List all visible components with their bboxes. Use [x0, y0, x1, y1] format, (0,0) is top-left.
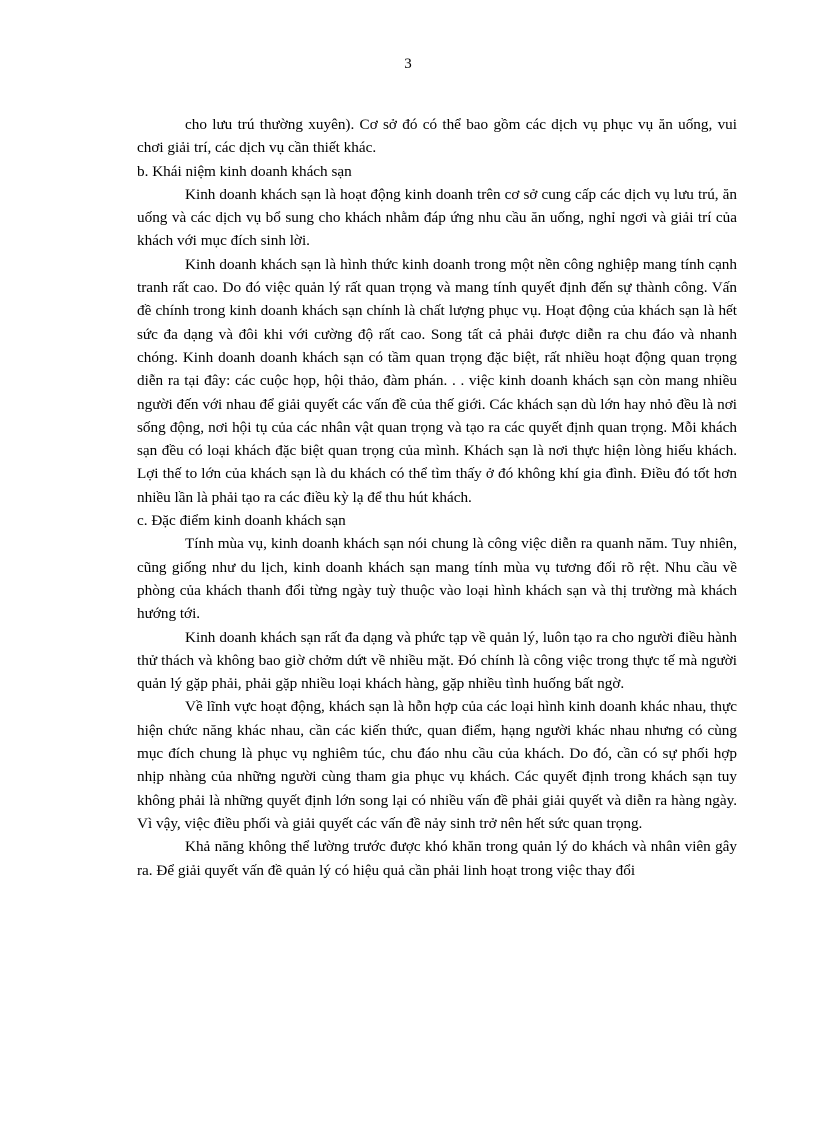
paragraph: Khả năng không thể lường trước được khó khăn trong quản lý do khách và nhân viên gây ra. Để giải quyết vấn đề quản lý có hiệu quả cần phải linh hoạt trong việc thay đổi: [137, 838, 737, 879]
paragraph: Kinh doanh khách sạn là hình thức kinh doanh trong một nền công nghiệp mang tính cạnh tranh rất cao. Do đó việc quản lý rất quan trọng và mang tính quyết định đến sự thành công. Vấn đề chính trong kinh doanh khách sạn chính là chất lượng phục vụ. Hoạt động của khách sạn là hết sức đa dạng và đôi khi với cường độ rất cao. Song tất cả phải được diễn ra chu đáo và nhanh chóng. Kinh doanh doanh khách sạn có tầm quan trọng đặc biệt, rất nhiều hoạt động quan trọng diễn ra tại đây: các cuộc họp, hội thảo, đàm phán. . . việc kinh doanh khách sạn còn mang nhiều người đến với nhau để giải quyết các vấn đề của thế giới. Các khách sạn dù lớn hay nhỏ đều là nơi sống động, nơi hội tụ của các nhân vật quan trọng và tạo ra các quyết định quan trọng. Mỗi khách sạn đều có loại khách đặc biệt quan trọng của mình. Khách sạn là nơi thực hiện lòng hiếu khách. Lợi thế to lớn của khách sạn là du khách có thể tìm thấy ở đó không khí gia đình. Điều đó tốt hơn nhiều lần là phải tạo ra các điều kỳ lạ để thu hút khách.: [137, 255, 737, 506]
paragraph: Kinh doanh khách sạn rất đa dạng và phức tạp về quản lý, luôn tạo ra cho người điều hành thử thách và không bao giờ chởm dứt về nhiều mặt. Đó chính là công việc trong thực tế mà người quản lý gặp phải, phải gặp nhiều loại khách hàng, gặp nhiều tình huống bất ngờ.: [137, 628, 737, 693]
paragraph: Kinh doanh khách sạn là hoạt động kinh doanh trên cơ sở cung cấp các dịch vụ lưu trú, ăn uống và các dịch vụ bổ sung cho khách nhằm đáp ứng nhu cầu ăn uống, nghỉ ngơi và giải trí của khách với mục đích sinh lời.: [137, 185, 737, 250]
section-heading: c. Đặc điểm kinh doanh khách sạn: [137, 512, 346, 530]
document-body: [137, 113, 737, 882]
paragraph: Về lĩnh vực hoạt động, khách sạn là hỗn hợp của các loại hình kinh doanh khác nhau, thực hiện chức năng khác nhau, cần các kiến thức, quan điểm, hạng người khác nhau nhưng có cùng mục đích chung là phục vụ nghiêm túc, chu đáo nhu cầu của khách. Do đó, cần có sự phối hợp nhịp nhàng của những người cùng tham gia phục vụ khách. Các quyết định trong khách sạn tuy không phải là những quyết định lớn song lại có nhiều vấn đề phải giải quyết và diễn ra hàng ngày. Vì vậy, việc điều phối và giải quyết các vấn đề nảy sinh trở nên hết sức quan trọng.: [137, 698, 737, 832]
page-number: 3: [404, 56, 412, 72]
paragraph: Tính mùa vụ, kinh doanh khách sạn nói chung là công việc diễn ra quanh năm. Tuy nhiên, cũng giống như du lịch, kinh doanh khách sạn mang tính mùa vụ tương đối rõ rệt. Nhu cầu về phòng của khách thanh đổi từng ngày tuỳ thuộc vào loại hình khách sạn và thị trường mà khách hướng tới.: [137, 535, 737, 623]
paragraph: cho lưu trú thường xuyên). Cơ sở đó có thể bao gồm các dịch vụ phục vụ ăn uống, vui chơi giải trí, các dịch vụ cần thiết khác.: [137, 116, 737, 157]
section-heading: b. Khái niệm kinh doanh khách sạn: [137, 162, 352, 180]
